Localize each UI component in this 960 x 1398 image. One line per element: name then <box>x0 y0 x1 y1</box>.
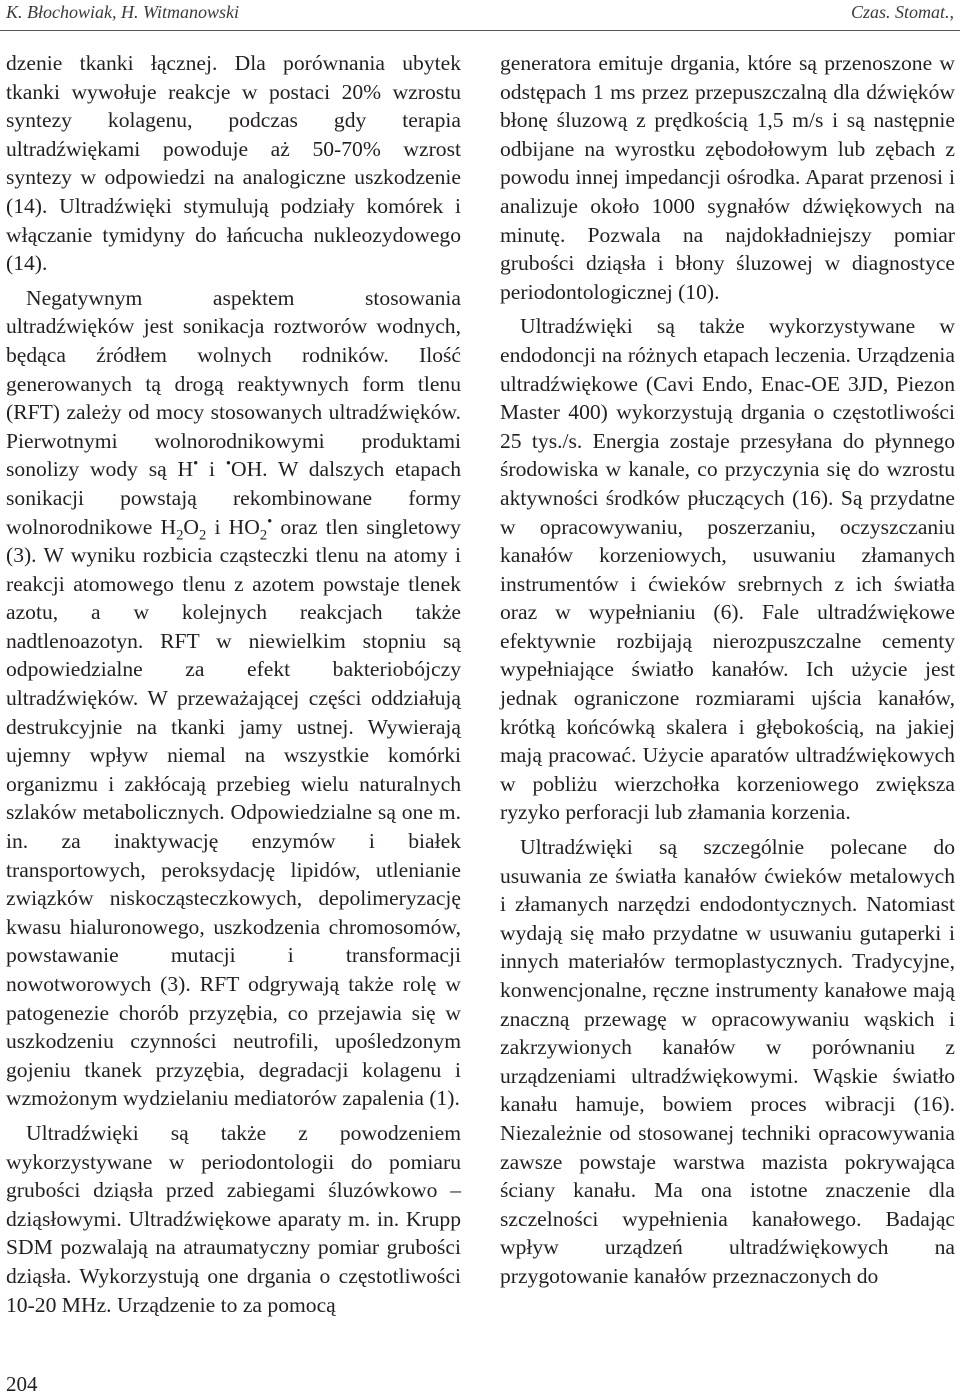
p2-conj: i <box>198 457 226 482</box>
radical-dot-oh: • <box>225 456 231 473</box>
page-number: 204 <box>6 1372 38 1396</box>
left-column <box>6 49 461 1319</box>
p2-text-3: i HO <box>206 514 260 539</box>
right-paragraph-2: Ultradźwięki są także wykorzystywane w endodoncji na różnych etapach leczenia. Urządzenia ultradźwiękowe (Cavi Endo, Enac-OE 3JD, Piezon Master 400) wykorzystują drgania o częstotliwości 25 tys./s. Energia zostaje przesyłana do płynnego środowiska w kanale, co przyczynia się do wzrostu aktywności środków płuczących (16). Są przydatne w opracowywaniu, poszerzaniu, oczyszczaniu kanałów korzeniowych, usuwaniu złamanych instrumentów i ćwieków srebrnych z ich światła oraz w wypełnianiu (6). Fale ultradźwiękowe efektywnie rozbijają nierozpuszczalne cementy wypełniające światło kanałów. Ich użycie jest jednak ograniczone rozmiarami ujścia kanałów, krótką końcówką skalera i głębokością, na jakiej mają pracować. Użycie aparatów ultradźwiękowych w pobliżu wierzchołka korzeniowego zwiększa ryzyko perforacji lub złamania korzenia. <box>500 314 955 825</box>
running-head <box>0 0 960 30</box>
left-paragraph-3: Ultradźwięki są także z powodzeniem wykorzystywane w periodontologii do pomiaru grubości dziąsła przed zabiegami śluzówkowo – dziąsłowymi. Ultradźwiękowe aparaty m. in. Krupp SDM pozwalają na atraumatyczny pomiar grubości dziąsła. Wykorzystują one drgania o częstotliwości 10-20 MHz. Urządzenie to za pomocą <box>6 1120 461 1317</box>
p2-text-1: Negatywnym aspektem stosowania ultradźwięków jest sonikacja roztworów wodnych, będąca źródłem wolnych rodników. Ilość generowanych tą drogą reaktywnych form tlenu (RFT) zależy od mocy stosowanych ultradźwięków. Pierwotnymi wolnorodnikowymi produktami sonolizy wody są H <box>6 285 461 482</box>
right-paragraph-3: Ultradźwięki są szczególnie polecane do usuwania ze światła kanałów ćwieków metalowych i złamanych narzędzi endodontycznych. Natomiast wydają się mało przydatne w usuwaniu gutaperki i innych materiałów termoplastycznych. Tradycyjne, konwencjonalne, ręczne instrumenty kanałowe mają znaczną przewagę w opracowywaniu wąskich i zakrzywionych kanałów w porównaniu z urządzeniami ultradźwiękowymi. Wąskie światło kanału hamuje, bowiem proces wibracji (16). Niezależnie od stosowanej techniki opracowywania zawsze powstaje warstwa mazista pokrywająca ściany kanału. Ma ona istotne znaczenie dla szczelności wypełnienia kanałowego. Badając wpływ urządzeń ultradźwiękowych na przygotowanie kanałów przeznaczonych do <box>500 835 955 1288</box>
p2-text-2: OH. W dalszych etapach sonikacji powstają rekombinowane formy wolnorodnikowe H <box>6 457 461 539</box>
left-paragraph-1: dzenie tkanki łącznej. Dla porównania ubytek tkanki wywołuje reakcje w postaci 20% wzrostu syntezy kolagenu, podczas gdy terapia ultradźwiękami powoduje aż 50-70% wzrost syntezy w odpowiedzi na analogiczne uszkodzenie (14). Ultradźwięki stymulują podziały komórek i włączanie tymidyny do łańcucha nukleozydowego (14). <box>6 51 461 276</box>
p2-o-letter: O <box>183 514 200 539</box>
radical-dot-ho2: • <box>267 513 273 530</box>
p2-text-4: oraz tlen singletowy (3). W wyniku rozbicia cząsteczki tlenu na atomy i reakcji atomowego tlenu z azotem powstaje tlenek azotu, a w kolejnych reakcjach także nadtlenoazotyn. RFT w niewielkim stopniu są odpowiedzialne za efekt bakteriobójczy ultradźwięków. W przeważającej części oddziałują destrukcyjnie na tkanki jamy ustnej. Wywierają ujemny wpływ niemal na wszystkie komórki organizmu i zakłócają przebieg wielu naturalnych szlaków metabolicznych. Odpowiedzialne są one m. in. za inaktywację enzymów i białek transportowych, peroksydację lipidów, utlenianie związków niskocząsteczkowych, depolimeryzację kwasu hialuronowego, uszkodzenia chromosomów, powstawanie mutacji i transformacji nowotworowych (3). RFT odgrywają także rolę w patogenezie chorób przyzębia, co przejawia się w uszkodzeniu czynności neutrofili, upośledzonym gojeniu tkanek przyzębia, degradacji kolagenu i wzmożonym wydzielaniu mediatorów zapalenia (1). <box>6 514 461 1111</box>
subscript-o2: 2 <box>199 526 207 543</box>
running-head-journal: Czas. Stomat., <box>850 2 954 22</box>
header-rule <box>0 30 960 31</box>
left-paragraph-2 <box>6 284 461 1113</box>
subscript-ho2: 2 <box>259 526 268 543</box>
radical-dot-h: • <box>193 456 199 473</box>
subscript-h2: 2 <box>176 526 184 543</box>
right-column <box>500 49 955 1291</box>
running-head-authors: K. Błochowiak, H. Witmanowski <box>6 2 239 22</box>
right-paragraph-1: generatora emituje drgania, które są przenoszone w odstępach 1 ms przez przepuszczalną dla dźwięków błonę śluzową z prędkością 1,5 m/s i są następnie odbijane na wyrostku zębodołowym lub zębach z powodu innej impedancji ośrodka. Aparat przenosi i analizuje około 1000 sygnałów dźwiękowych na minutę. Pozwala na najdokładniejszy pomiar grubości dziąsła i błony śluzowej w diagnostyce periodontologicznej (10). <box>500 51 955 304</box>
